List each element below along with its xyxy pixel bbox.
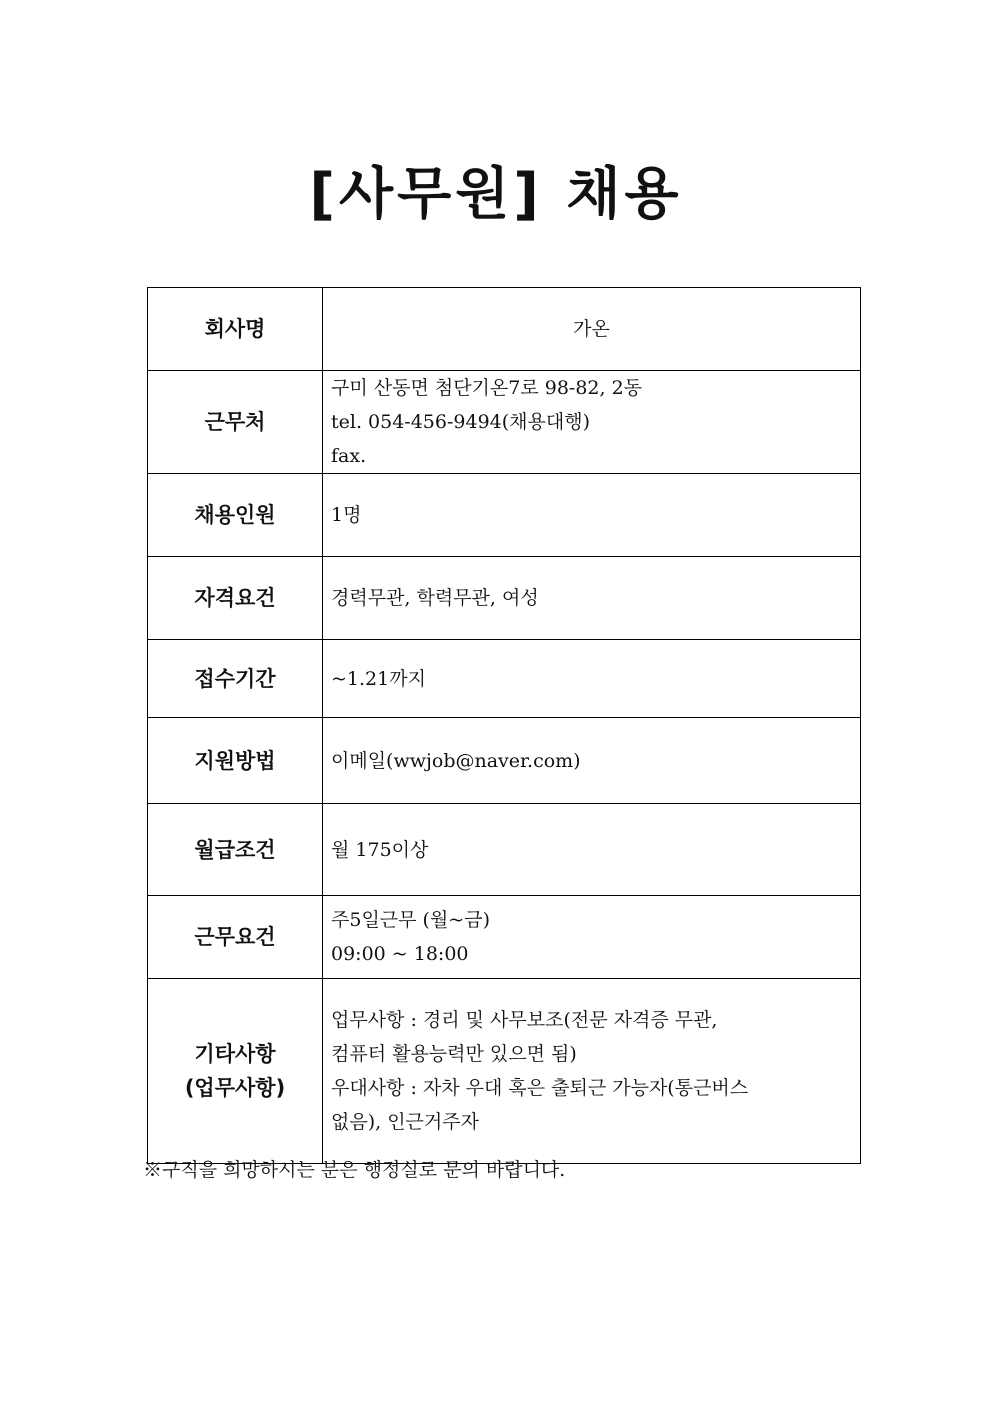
apply-method-label: 지원방법 (148, 718, 323, 804)
work-hours-label: 근무요건 (148, 896, 323, 979)
work-hours-value (323, 896, 861, 979)
table-row (148, 474, 861, 557)
etc-line: 없음), 인근거주자 (331, 1111, 479, 1133)
headcount-value: 1명 (323, 474, 861, 557)
table-row (148, 979, 861, 1164)
footnote: ※구직을 희망하시는 분은 행정실로 문의 바랍니다. (143, 1159, 566, 1181)
table-row (148, 371, 861, 474)
salary-value: 월 175이상 (323, 804, 861, 896)
etc-label-line1: 기타사항 (194, 1042, 276, 1066)
table-row (148, 288, 861, 371)
etc-line: 컴퓨터 활용능력만 있으면 됨) (331, 1043, 577, 1065)
workplace-address: 구미 산동면 첨단기온7로 98-82, 2동 (331, 377, 643, 399)
etc-label-line2: (업무사항) (184, 1076, 286, 1100)
etc-line: 업무사항 : 경리 및 사무보조(전문 자격증 무관, (331, 1009, 718, 1031)
workplace-value (323, 371, 861, 474)
qualification-label: 자격요건 (148, 557, 323, 640)
qualification-value: 경력무관, 학력무관, 여성 (323, 557, 861, 640)
period-value: ~1.21까지 (323, 640, 861, 718)
table-row (148, 557, 861, 640)
table-row (148, 640, 861, 718)
table-row (148, 896, 861, 979)
etc-label (148, 979, 323, 1164)
workplace-label: 근무처 (148, 371, 323, 474)
workplace-tel: tel. 054-456-9494(채용대행) (331, 411, 591, 433)
work-days: 주5일근무 (월~금) (331, 909, 490, 931)
page-title: [사무원] 채용 (309, 162, 683, 227)
work-time: 09:00 ~ 18:00 (331, 943, 469, 965)
salary-label: 월급조건 (148, 804, 323, 896)
period-label: 접수기간 (148, 640, 323, 718)
etc-line: 우대사항 : 자차 우대 혹은 출퇴근 가능자(통근버스 (331, 1077, 749, 1099)
table-row (148, 718, 861, 804)
headcount-label: 채용인원 (148, 474, 323, 557)
company-value: 가온 (323, 288, 861, 371)
table-row (148, 804, 861, 896)
workplace-fax: fax. (331, 445, 367, 467)
etc-value (323, 979, 861, 1164)
apply-method-value: 이메일(wwjob@naver.com) (323, 718, 861, 804)
company-label: 회사명 (148, 288, 323, 371)
job-posting-table (147, 287, 861, 1164)
